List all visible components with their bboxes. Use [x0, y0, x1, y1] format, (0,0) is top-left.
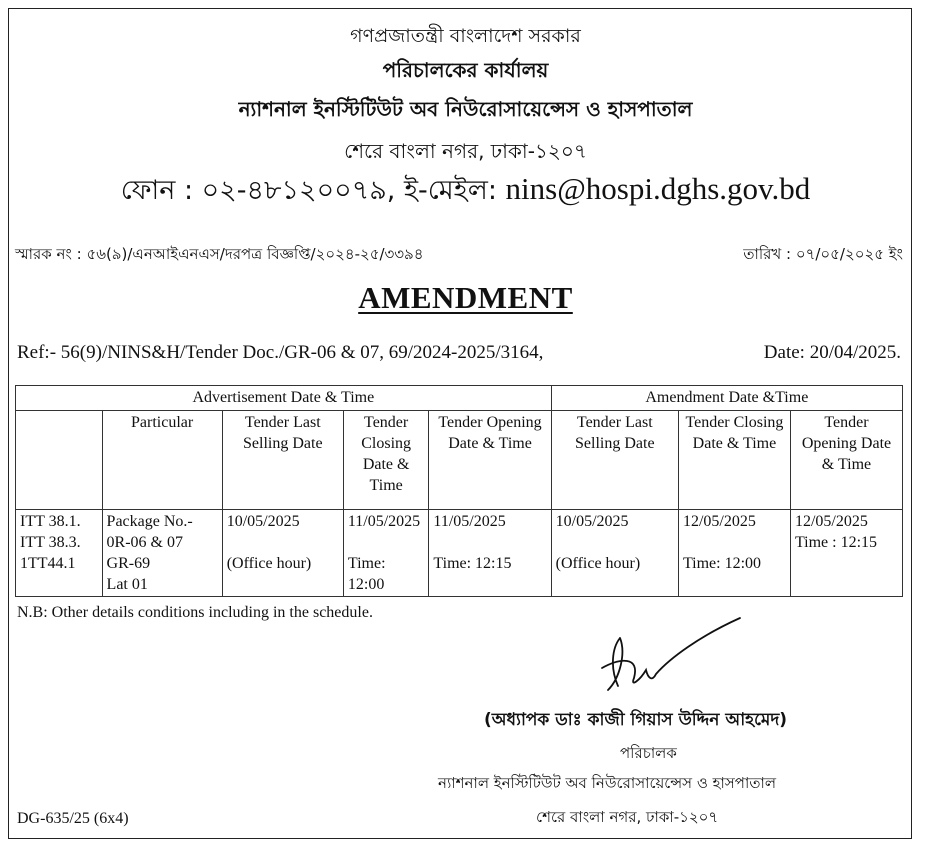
cell-adv-opening: 11/05/2025 Time: 12:15 [429, 510, 551, 597]
phone-text: ফোন : ০২-৪৮১২০০৭৯, ই-মেইল: [120, 175, 497, 206]
col-header-amd-selling: Tender Last Selling Date [551, 411, 678, 510]
signature-stroke [602, 618, 740, 690]
reference-number: Ref:- 56(9)/NINS&H/Tender Doc./GR-06 & 07, 69/2024-2025/3164, [17, 342, 544, 363]
col-header-adv-opening: Tender Opening Date & Time [429, 411, 551, 510]
col-header-amd-opening: Tender Opening Date & Time [790, 411, 902, 510]
memo-number: স্মারক নং : ৫৬(৯)/এনআইএনএস/দরপত্র বিজ্ঞপ্তি/২০২৪-২৫/৩৩৯৪ [15, 245, 424, 263]
cell-amd-opening: 12/05/2025 Time : 12:15 [790, 510, 902, 597]
cell-itt: ITT 38.1. ITT 38.3. 1TT44.1 [16, 510, 103, 597]
col-header-itt [16, 411, 103, 510]
signatory-institute: ন্যাশনাল ইনস্টিটিউট অব নিউরোসায়েন্সেস ও হাসপাতাল [438, 774, 777, 792]
contact-line [0, 170, 931, 215]
signature-image [590, 608, 750, 698]
cell-amd-selling: 10/05/2025 (Office hour) [551, 510, 678, 597]
cell-particular: Package No.- 0R-06 & 07 GR-69 Lat 01 [102, 510, 222, 597]
institute-heading: ন্যাশনাল ইনস্টিটিউট অব নিউরোসায়েন্সেস ও হাসপাতাল [238, 97, 693, 121]
signatory-name: (অধ্যাপক ডাঃ কাজী গিয়াস উদ্দিন আহমেদ) [484, 710, 788, 730]
cell-adv-selling: 10/05/2025 (Office hour) [222, 510, 343, 597]
signatory-address: শেরে বাংলা নগর, ঢাকা-১২০৭ [536, 808, 719, 826]
col-header-amd-closing: Tender Closing Date & Time [678, 411, 790, 510]
address-line: শেরে বাংলা নগর, ঢাকা-১২০৭ [344, 139, 587, 163]
advertisement-header: Advertisement Date & Time [16, 386, 552, 411]
email-text: nins@hospi.dghs.gov.bd [505, 171, 811, 206]
col-header-adv-closing: Tender Closing Date & Time [343, 411, 429, 510]
footer-code: DG-635/25 (6x4) [17, 810, 129, 827]
table-row [16, 510, 903, 597]
amendment-table [15, 385, 903, 597]
office-heading: পরিচালকের কার্যালয় [382, 58, 549, 82]
col-header-adv-selling: Tender Last Selling Date [222, 411, 343, 510]
note-text: N.B: Other details conditions including in the schedule. [17, 604, 373, 621]
cell-amd-closing: 12/05/2025 Time: 12:00 [678, 510, 790, 597]
amendment-header: Amendment Date &Time [551, 386, 902, 411]
column-header-row [16, 411, 903, 510]
reference-date: Date: 20/04/2025. [763, 342, 901, 363]
group-header-row [16, 386, 903, 411]
signatory-designation: পরিচালক [620, 744, 677, 762]
col-header-particular: Particular [102, 411, 222, 510]
memo-date: তারিখ : ০৭/০৫/২০২৫ ইং [743, 245, 903, 263]
cell-adv-closing: 11/05/2025 Time: 12:00 [343, 510, 429, 597]
page-title [0, 280, 931, 316]
govt-heading: গণপ্রজাতন্ত্রী বাংলাদেশ সরকার [350, 25, 581, 47]
title-text: AMENDMENT [358, 280, 573, 315]
